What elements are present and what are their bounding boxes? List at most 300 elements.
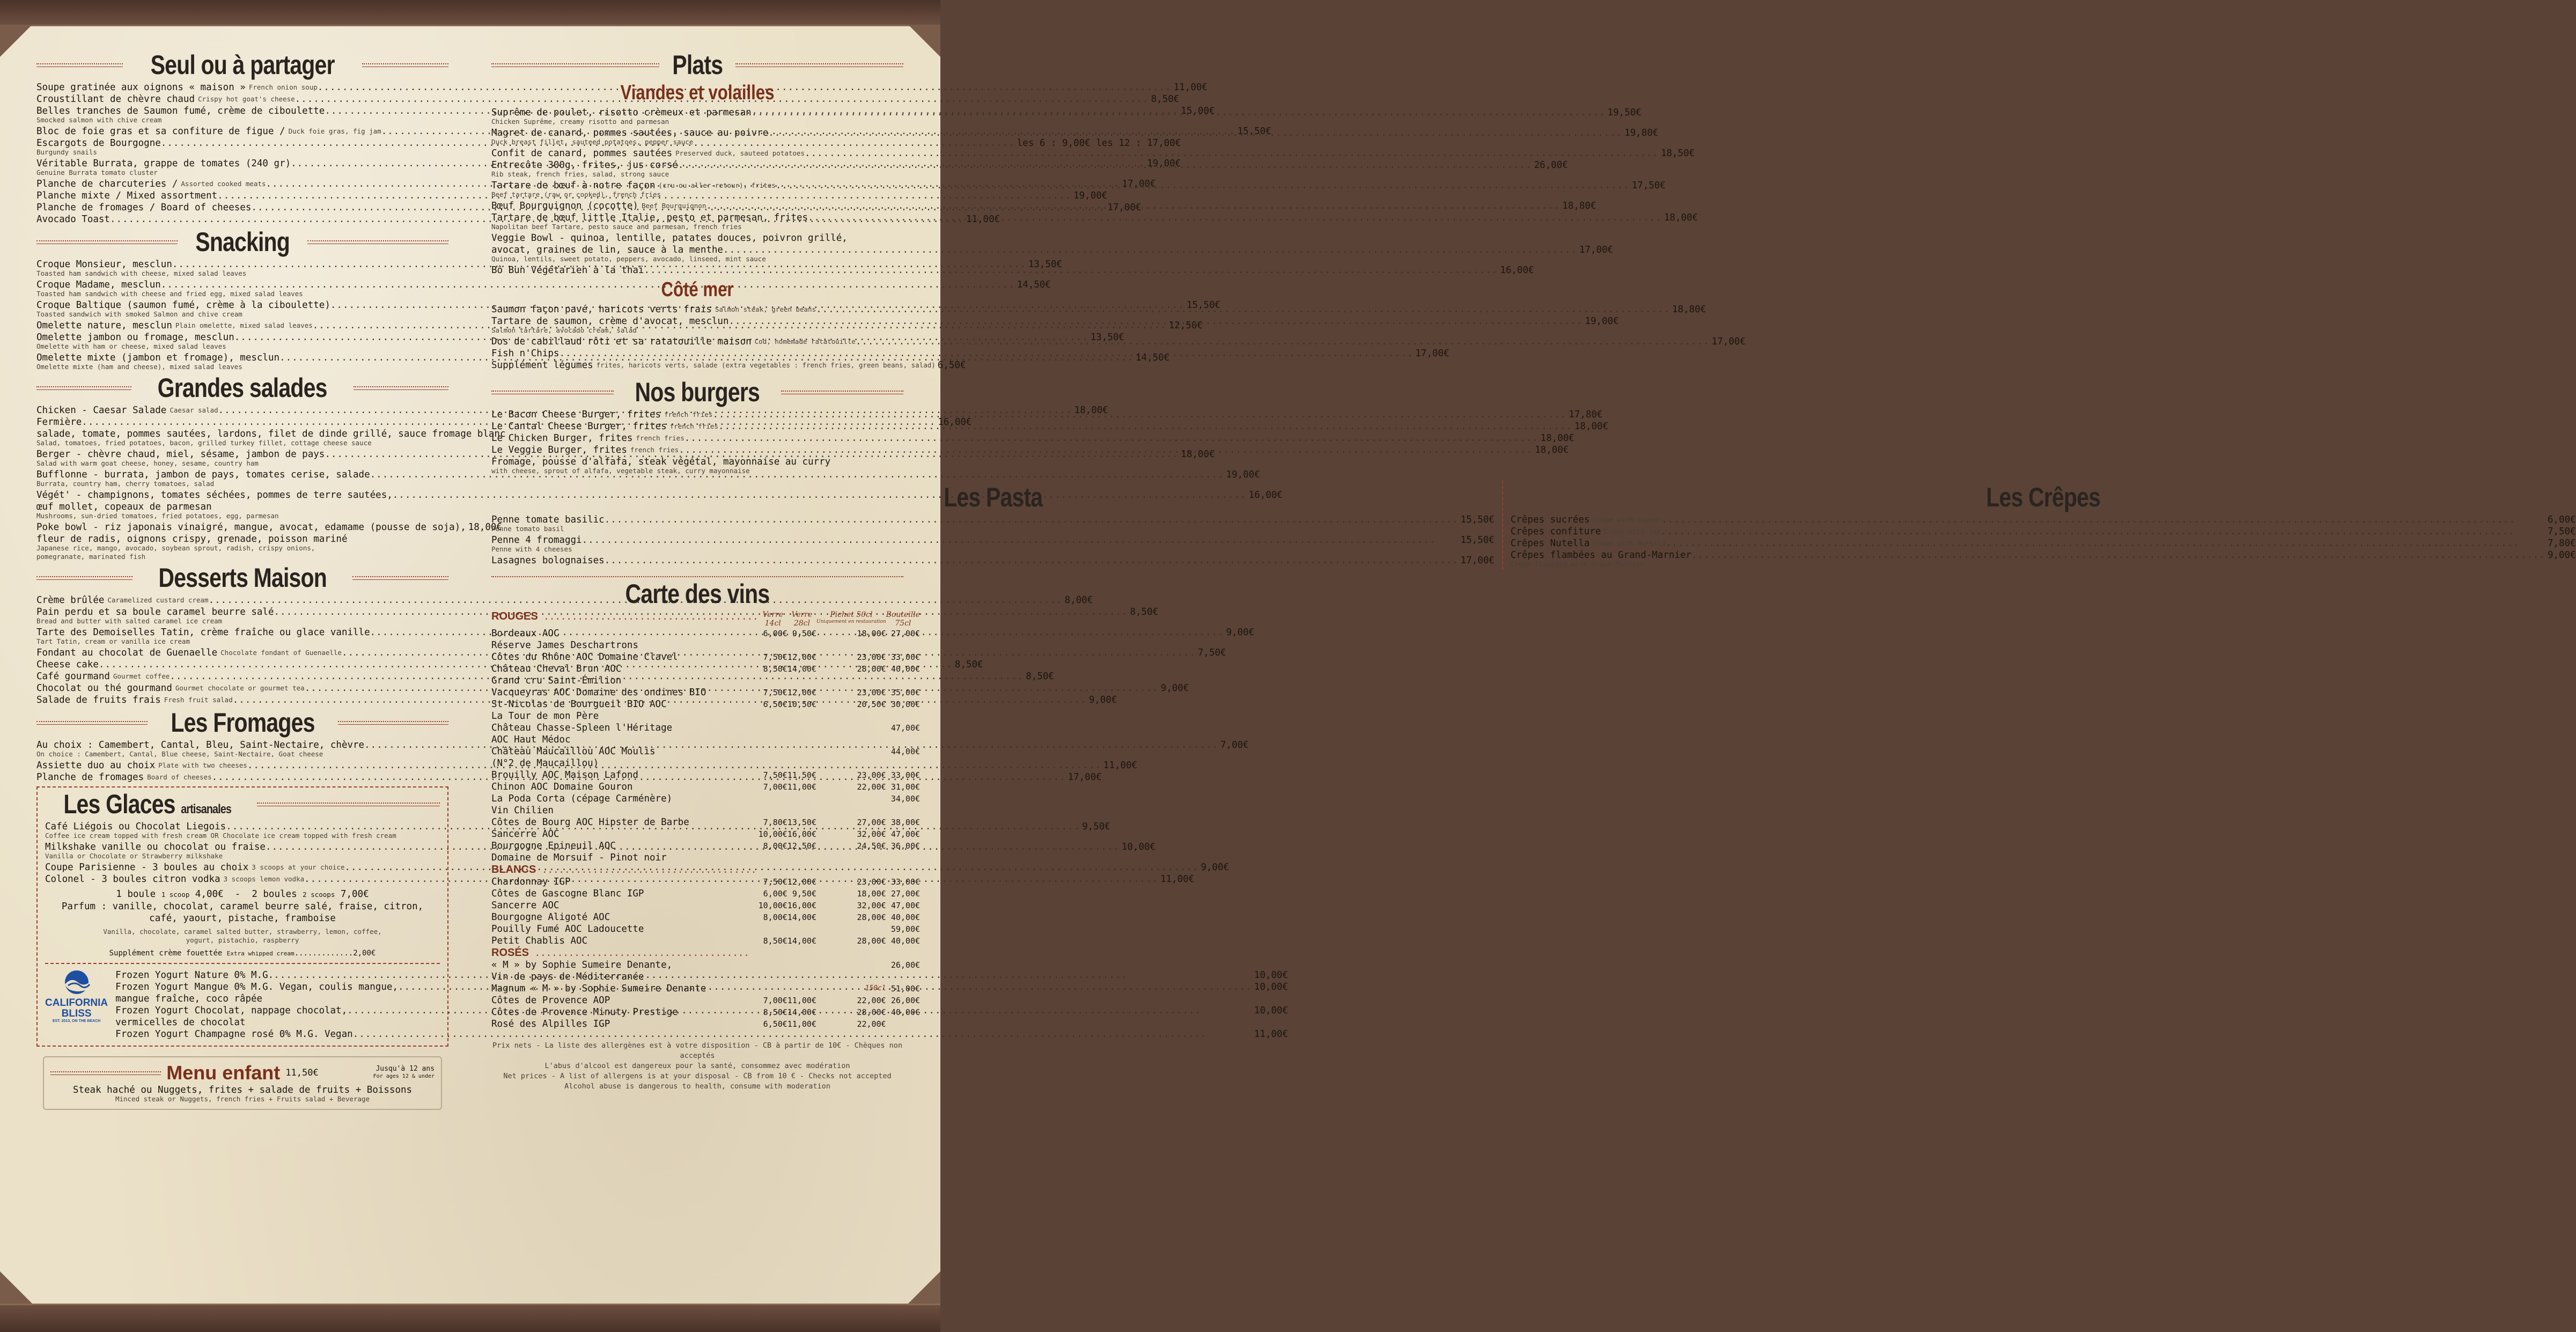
- item-price: 12,50€: [1168, 320, 1203, 331]
- wine-name: [491, 793, 759, 816]
- item-description: pomegranate, marinated fish: [36, 553, 146, 561]
- item-name: Café Liégois ou Chocolat Liegois: [45, 821, 226, 832]
- item-name: Dos de cabillaud rôti et sa ratatouille maison: [491, 336, 752, 347]
- item-price: 18,00€: [468, 522, 502, 533]
- section-title: Plats: [491, 51, 903, 78]
- wine-row: [491, 828, 920, 840]
- blancs-list: [491, 876, 920, 947]
- wine-name: [491, 983, 759, 995]
- wine-price: 8,50€: [763, 1007, 787, 1017]
- item-description: Bread and butter with salted caramel ice cream: [36, 617, 223, 625]
- item-price: les 6 : 9,00€ les 12 : 17,00€: [1017, 138, 1181, 149]
- wine-price: [886, 1018, 920, 1030]
- item-description: Salad, tomatoes, fried potatoes, bacon, grilled turkey fillet, cottage cheese sauce: [36, 439, 372, 447]
- wine-row: [491, 876, 920, 888]
- item-price: 17,00€: [1460, 555, 1495, 566]
- item-name: Frozen Yogurt Chocolat, nappage chocolat,: [115, 1005, 348, 1016]
- wine-name: [491, 828, 759, 840]
- menu-item: [491, 534, 1495, 546]
- corner-decoration: [0, 25, 32, 57]
- item-name: Chocolat ou thé gourmand: [36, 683, 172, 694]
- wine-price: 14,00€: [787, 936, 816, 946]
- item-name: Chicken - Caesar Salade: [36, 405, 167, 416]
- menu-item: [1511, 538, 2576, 549]
- wine-category: ROUGES ......................................: [491, 610, 759, 622]
- wine-price: [816, 746, 886, 769]
- footer-line: L'abus d'alcool est dangereux pour la santé, consommez avec modération: [544, 1062, 850, 1070]
- dot-leader: [1661, 526, 2545, 538]
- corner-decoration: [0, 1271, 32, 1304]
- item-name: Fish n'Chips: [491, 348, 560, 359]
- wine-price: 9,50€: [792, 629, 816, 638]
- item-price: 16,00€: [1500, 265, 1534, 276]
- wine-row: [491, 935, 920, 947]
- wine-price: 35,00€: [890, 688, 921, 697]
- dot-leader: [706, 200, 1560, 212]
- item-price: 8,50€: [1151, 94, 1180, 105]
- item-name: Magret de canard, pommes sautées, sauce au poivre: [491, 128, 769, 138]
- wine-price: 26,00€: [890, 996, 921, 1005]
- wine-price: [759, 959, 787, 983]
- item-price: 19,00€: [1585, 316, 1619, 327]
- wine-name: [491, 876, 759, 888]
- wine-price: 34,00€: [890, 794, 921, 804]
- wine-row: [491, 983, 920, 995]
- wine-name: [491, 888, 759, 900]
- item-price: 17,00€: [1711, 336, 1746, 347]
- item-translation: Preserved duck, sauteed potatoes: [675, 149, 805, 157]
- wine-price: 40,00€: [890, 936, 921, 946]
- item-translation: Caesar salad: [170, 406, 218, 414]
- item-price: 26,00€: [1534, 160, 1568, 171]
- wine-price: 31,00€: [890, 782, 921, 792]
- item-name: Penne 4 fromaggi: [491, 535, 582, 546]
- item-description: Beef tartare (raw or cooked), french fries: [491, 190, 661, 198]
- menu-enfant-box: [43, 1056, 442, 1110]
- item-price: 18,50€: [1660, 148, 1695, 159]
- dot-leader: [776, 180, 1630, 192]
- item-price: 18,00€: [1540, 433, 1574, 444]
- wine-row: [491, 911, 920, 923]
- wine-price: 23,00€: [857, 770, 886, 780]
- item-price: 17,80€: [1569, 409, 1603, 420]
- wine-name-line: Bourgogne Aligoté AOC: [491, 912, 610, 923]
- wine-price: 22,00€: [857, 1019, 886, 1029]
- wine-price: 16,00€: [787, 901, 816, 910]
- wine-name-line: Chardonnay IGP: [491, 877, 571, 887]
- wine-price: [787, 959, 816, 983]
- item-translation: Chocolate fondant of Guenaelle: [220, 649, 342, 657]
- item-price: 18,80€: [1672, 304, 1706, 315]
- item-price: 13,50€: [1028, 259, 1063, 270]
- parfum-en: Vanilla, chocolate, caramel salted butter, strawberry, lemon, coffee,: [103, 928, 382, 936]
- item-name: Croustillant de chèvre chaud: [36, 94, 195, 105]
- item-name: Bloc de foie gras et sa confiture de figue /: [36, 126, 285, 137]
- item-price: 10,00€: [1121, 842, 1156, 852]
- item-price: 9,00€: [1201, 862, 1230, 873]
- item-description: Coffee ice cream topped with fresh cream OR Chocolate ice cream topped with fresh cream: [45, 831, 396, 840]
- item-price: 11,00€: [1173, 82, 1208, 93]
- footer-line: Alcohol abuse is dangerous to health, consume with moderation: [564, 1082, 830, 1091]
- wine-price: 32,00€: [857, 829, 886, 839]
- item-price: 8,50€: [954, 659, 983, 670]
- dot-leader: [718, 421, 1572, 432]
- item-name: Le Bacon Cheese Burger, frites: [491, 409, 661, 420]
- wine-name-line: Château Chasse-Spleen l'Héritage: [491, 723, 673, 733]
- item-price: 9,00€: [1226, 627, 1255, 638]
- wine-row: [491, 793, 920, 816]
- footer-line: Net prices - A list of allergens is at your disposal - CB from 10 € - Checks not accepted: [503, 1072, 892, 1080]
- item-description: Penne tomato basil: [491, 525, 564, 533]
- wine-price: 47,00€: [890, 829, 921, 839]
- item-name: Frozen Yogurt Mangue 0% M.G. Vegan, coulis mangue,: [115, 982, 398, 992]
- item-name: Frozen Yogurt Champagne rosé 0% M.G. Vegan: [115, 1029, 353, 1040]
- section-title: Snacking: [36, 229, 448, 255]
- wine-price: [787, 793, 816, 816]
- wine-price: 7,00€: [763, 996, 787, 1005]
- dot-leader: [768, 127, 1622, 139]
- wine-price: [816, 923, 886, 935]
- dot-leader: [605, 514, 1459, 526]
- item-name: Salade de fruits frais: [36, 695, 161, 705]
- dot-leader: [1661, 514, 2545, 526]
- item-translation: french fries: [669, 422, 718, 430]
- wine-row: [491, 1006, 920, 1018]
- wine-name-line: Château Maucaillou AOC Moulis: [491, 746, 656, 757]
- item-price: 11,00€: [1160, 874, 1195, 885]
- wine-price: 11,50€: [787, 770, 816, 780]
- logo-tagline: EST. 2013, ON THE BEACH: [52, 1019, 101, 1023]
- item-extra: vermicelles de chocolat: [115, 1017, 246, 1028]
- wine-header-row: ROUGES ...................................... Verre 14cl Verre 28cl Pichet 50cl Uniquement en restauration Bouteille 75cl: [491, 610, 921, 628]
- dot-leader: [816, 304, 1670, 315]
- dot-leader: [729, 315, 1583, 327]
- boules-line: 1 boule 1 scoop 4,00€ - 2 boules 2 scoops 7,00€: [116, 889, 369, 900]
- item-name: Omelette nature, mesclun: [36, 320, 172, 331]
- wine-price: 13,50€: [787, 818, 816, 827]
- corner-decoration: [908, 25, 940, 57]
- dot-leader: [856, 336, 1710, 348]
- wine-name: [491, 769, 759, 781]
- wine-price: [787, 746, 816, 769]
- top-frame: [0, 0, 940, 26]
- wine-price: 26,00€: [890, 960, 921, 970]
- pasta-list: [491, 514, 1495, 566]
- wine-row: [491, 995, 920, 1006]
- wine-price: [759, 923, 787, 935]
- wine-name-line: Bourgogne Epineuil AOC: [491, 841, 616, 851]
- wine-name: [491, 781, 759, 793]
- item-price: 7,50€: [2548, 526, 2576, 537]
- item-price: 15,50€: [1237, 126, 1271, 137]
- item-name: Escargots de Bourgogne: [36, 138, 161, 149]
- section-title: Les Crêpes: [1986, 482, 2101, 512]
- item-description: Omelette with ham or cheese, mixed salad leaves: [36, 342, 226, 350]
- wine-price: 7,50€: [763, 652, 787, 662]
- wine-price: 33,00€: [890, 877, 921, 887]
- item-price: 6,50€: [937, 360, 966, 371]
- menu-item: [1511, 549, 2576, 561]
- item-price: 8,50€: [1026, 671, 1054, 682]
- wine-name-line: St-Nicolas de Bourgueil BIO AOC: [491, 699, 667, 710]
- item-description: Tart Tatin, cream or vanilla ice cream: [36, 637, 190, 645]
- wine-price: 11,00€: [787, 996, 816, 1005]
- item-price: 17,00€: [1122, 179, 1156, 189]
- wine-price: 9,50€: [792, 889, 816, 899]
- item-description: Toasted ham sandwich with cheese, mixed salad leaves: [36, 269, 247, 277]
- footer-line: Prix nets - La liste des allergènes est à votre disposition - CB à partir de 10€ - Chèques non acceptés: [492, 1041, 902, 1060]
- wine-row: [491, 900, 920, 911]
- item-name: Fermière: [36, 417, 82, 428]
- item-name: Crêpes sucrées: [1510, 514, 1590, 525]
- item-name: Penne tomate basilic: [491, 514, 605, 525]
- wine-price: [816, 793, 886, 816]
- item-name: Planche de fromages / Board of cheeses: [36, 202, 252, 213]
- item-translation: french fries: [636, 434, 685, 442]
- item-price: 8,50€: [1130, 607, 1159, 617]
- wine-price: 30,00€: [890, 700, 921, 709]
- logo-text: BLISS: [61, 1008, 92, 1019]
- item-price: 7,80€: [2548, 538, 2576, 549]
- wine-price: 47,00€: [890, 723, 921, 733]
- wine-price: 44,00€: [890, 747, 921, 756]
- wine-name-line: Brouilly AOC Maison Lafond: [491, 770, 638, 781]
- item-price: 17,00€: [1107, 202, 1142, 213]
- menu-item: [1511, 514, 2576, 526]
- wine-name: [491, 628, 759, 651]
- item-name: Au choix : Camembert, Cantal, Bleu, Saint-Nectaire, chèvre: [36, 740, 365, 750]
- item-translation: Assorted cooked meats: [181, 180, 266, 188]
- wine-price: 27,00€: [890, 889, 921, 899]
- section-title: Les Glaces artisanales: [45, 791, 440, 818]
- crepes-list: [1511, 514, 2576, 569]
- dot-leader: [644, 264, 1498, 276]
- wine-price: 40,00€: [890, 664, 921, 674]
- age-limit-en: For ages 12 & under: [373, 1073, 435, 1079]
- wine-name-line: « M » by Sophie Sumeire Denante,: [491, 960, 673, 970]
- wine-price: 12,00€: [787, 652, 816, 662]
- item-price: 15,50€: [1186, 300, 1221, 311]
- rouges-list: [491, 628, 920, 864]
- item-price: 11,00€: [1103, 760, 1138, 771]
- item-name: Bœuf Bourguignon (cocotte): [491, 201, 638, 211]
- wine-price: 22,00€: [857, 996, 886, 1005]
- item-price: 7,50€: [1197, 647, 1226, 658]
- item-translation: Plate with two cheeses: [158, 761, 247, 769]
- wine-name-line: Côtes de Provence AOP: [491, 995, 610, 1006]
- item-name: Confit de canard, pommes sautées: [491, 148, 673, 159]
- wine-price: 23,00€: [857, 688, 886, 697]
- wine-price: 14,00€: [787, 1007, 816, 1017]
- dot-leader: [712, 409, 1566, 421]
- wine-price: [759, 746, 787, 769]
- item-extra: œuf mollet, copeaux de parmesan: [36, 502, 212, 512]
- item-translation: French onion soup: [248, 83, 318, 91]
- parfum-line: Parfum : vanille, chocolat, caramel beurre salé, fraise, citron,: [61, 901, 424, 912]
- dot-leader: [723, 244, 1577, 256]
- item-price: 18,00€: [1574, 421, 1609, 432]
- item-translation: Duck foie gras, fig jam: [288, 127, 381, 135]
- dot-leader: [559, 348, 1413, 359]
- subsection-title: Côté mer: [661, 278, 734, 301]
- item-name: Tartare de saumon, crème d'avocat, mesclun: [491, 316, 729, 327]
- wine-name-line: Bordeaux AOC: [491, 628, 560, 639]
- item-price: 19,00€: [1226, 469, 1260, 480]
- wine-name-line: Vin Chilien: [491, 805, 554, 816]
- menu-enfant-line: Steak haché ou Nuggets, frites + salade de fruits + Boissons: [72, 1085, 413, 1095]
- item-name: Le Veggie Burger, frites: [491, 445, 627, 455]
- wine-name-line: AOC Haut Médoc: [491, 734, 571, 745]
- item-name: Planche de fromages: [36, 772, 144, 783]
- item-name: Assiette duo au choix: [36, 760, 156, 771]
- item-description: Vanilla or Chocolate or Strawberry milkshake: [45, 852, 223, 860]
- menu-enfant-line-en: Minced steak or Nuggets, french fries + Fruits salad + Beverage: [115, 1095, 370, 1103]
- wine-price: 14,00€: [787, 664, 816, 674]
- item-price: 14,50€: [1136, 352, 1170, 363]
- section-title: Carte des vins: [625, 579, 770, 609]
- item-name: Omelette jambon ou fromage, mesclun: [36, 332, 234, 343]
- wine-name-line: La Tour de mon Père: [491, 711, 599, 722]
- wine-name: [491, 1018, 759, 1030]
- wine-price: 40,00€: [890, 1007, 921, 1017]
- wine-name-line: Petit Chablis AOC: [491, 936, 588, 946]
- wine-price: 10,00€: [758, 901, 787, 910]
- item-translation: Gourmet chocolate or gourmet tea: [175, 684, 305, 692]
- item-price: 9,00€: [1160, 683, 1189, 694]
- wine-price: 10,00€: [758, 829, 787, 839]
- wine-name: [491, 1006, 759, 1018]
- wine-price: 150cl: [865, 984, 886, 992]
- wine-price: 51,00€: [890, 984, 921, 994]
- item-name: Tartare de bœuf à notre façon: [491, 180, 656, 191]
- item-name: Planche mixte / Mixed assortment: [36, 190, 218, 201]
- wine-name-line: La Poda Corta (cépage Carménère): [491, 793, 673, 804]
- item-name: Entrecôte 300g, frites, jus corsé: [491, 160, 678, 171]
- item-translation: Gourmet coffee: [113, 672, 170, 680]
- item-name: Planche de charcuteries /: [36, 179, 178, 189]
- menu-item: [491, 555, 1495, 566]
- item-translation: Salmon steak, green beans: [715, 305, 816, 313]
- item-name: Café gourmand: [36, 671, 110, 682]
- wine-name-line: Sancerre AOC: [491, 900, 560, 911]
- item-price: 15,50€: [1460, 514, 1495, 525]
- wine-name-line: Château Cheval Brun AOC: [491, 664, 622, 674]
- section-title: Nos burgers: [491, 379, 903, 406]
- item-price: 18,00€: [1535, 445, 1569, 455]
- item-translation: Crispy hot goat's cheese: [198, 95, 295, 103]
- wine-price: 6,00€: [763, 629, 787, 638]
- wine-price: 12,00€: [787, 877, 816, 887]
- item-name: Avocado Toast: [36, 214, 110, 225]
- wine-name-line: Côtes de Gascogne Blanc IGP: [491, 888, 644, 899]
- wine-price: 24,50€: [857, 841, 886, 851]
- wine-row: [491, 923, 920, 935]
- item-translation: Plain omelette, mixed salad leaves: [175, 321, 313, 329]
- item-price: 19,00€: [1073, 190, 1108, 201]
- item-name: Cheese cake: [36, 659, 99, 670]
- wine-price: 23,00€: [857, 652, 886, 662]
- wine-price: [787, 722, 816, 746]
- item-name: Lasagnes bolognaises: [491, 555, 605, 566]
- dot-leader: [685, 432, 1539, 444]
- wine-name: [491, 935, 759, 947]
- item-name: Omelette mixte (jambon et fromage), mesclun: [36, 352, 280, 363]
- wine-price: [816, 959, 886, 983]
- item-translation: Crepe with suggar: [1593, 516, 1662, 524]
- wine-name: [491, 663, 759, 687]
- wine-price: 18,00€: [857, 889, 886, 899]
- item-translation: Board of cheeses: [147, 773, 212, 781]
- item-price: 9,00€: [2548, 550, 2576, 561]
- item-description: Chicken Suprême, creamy risotto and parmesan: [491, 117, 669, 126]
- section-title: Desserts Maison: [36, 564, 448, 591]
- footer-notes: [491, 1041, 903, 1092]
- veggie-extra-en: with cheese, sprout of alfafa, vegetable steak, curry mayonnaise: [491, 467, 750, 475]
- wine-row: [491, 840, 920, 864]
- dot-leader: [582, 534, 1459, 546]
- item-price: 16,00€: [1248, 490, 1283, 501]
- item-translation: Caramelized custard cream: [107, 596, 209, 604]
- wine-price: [759, 722, 787, 746]
- wine-price: 8,50€: [763, 664, 787, 674]
- wine-name: [491, 911, 759, 923]
- item-translation: Cod, homemade ratatouille: [754, 337, 856, 345]
- wine-price: 36,00€: [890, 841, 921, 851]
- wine-name-line: Pouilly Fumé AOC Ladoucette: [491, 924, 644, 934]
- item-price: 9,50€: [1082, 821, 1110, 832]
- wine-name-line: Côtes de Bourg AOC Hipster de Barbe: [491, 817, 689, 828]
- item-extra: salade, tomate, pommes sautées, lardons, filet de dinde grillé, sauce fromage blanc: [36, 429, 506, 439]
- wine-price: 59,00€: [890, 924, 921, 934]
- item-extra: mangue fraîche, coco râpée: [115, 994, 263, 1004]
- wine-row: [491, 746, 920, 769]
- item-name: Bô Bun Végétarien à la thaï: [491, 265, 644, 276]
- parfum-line: café, yaourt, pistache, framboise: [149, 913, 336, 924]
- wine-price: 12,50€: [787, 841, 816, 851]
- wine-price: 28,00€: [857, 1007, 886, 1017]
- item-translation: Fresh fruit salad: [164, 696, 233, 704]
- item-name: Végét' - champignons, tomates séchées, pommes de terre sautées,: [36, 490, 393, 501]
- item-price: 18,00€: [1181, 449, 1215, 460]
- dot-leader: [805, 148, 1659, 159]
- wine-name: [491, 840, 759, 864]
- item-name: Croque Madame, mesclun: [36, 279, 161, 290]
- divider: [491, 576, 903, 577]
- item-description: Quinoa, lentils, sweet potato, peppers, avocado, linseed, mint sauce: [491, 255, 766, 263]
- item-description: Omelette mixte (ham and cheese), mixed salad leaves: [36, 363, 242, 371]
- wine-name-line: Réserve James Deschartrons: [491, 640, 638, 651]
- item-translation: frites, haricots verts, salade (extra vegetables : french fries, green beans, salad): [596, 361, 936, 369]
- wine-price: 33,00€: [890, 770, 921, 780]
- wine-name-line: Domaine de Morsuif - Pinot noir: [491, 852, 667, 863]
- wine-price: 22,00€: [857, 782, 886, 792]
- wine-name-line: Rosé des Alpilles IGP: [491, 1019, 610, 1029]
- wine-price: 27,00€: [857, 818, 886, 827]
- item-name: Crêpes confiture: [1510, 526, 1601, 537]
- item-price: 10,00€: [1254, 982, 1289, 992]
- item-translation: Crepe with jam: [1604, 527, 1661, 535]
- wine-price: 33,00€: [890, 652, 921, 662]
- item-description: Burgundy snails: [36, 148, 97, 156]
- item-description: Salad with warm goat cheese, honey, sesame, country ham: [36, 459, 259, 467]
- wine-name: [491, 816, 759, 828]
- item-price: 13,50€: [1090, 332, 1124, 343]
- item-name: Berger - chèvre chaud, miel, sésame, jambon de pays: [36, 449, 325, 460]
- wine-price: 6,50€: [763, 1019, 787, 1029]
- item-price: 17,50€: [1631, 180, 1666, 191]
- item-price: 9,00€: [1088, 695, 1117, 705]
- wine-name: [491, 900, 759, 911]
